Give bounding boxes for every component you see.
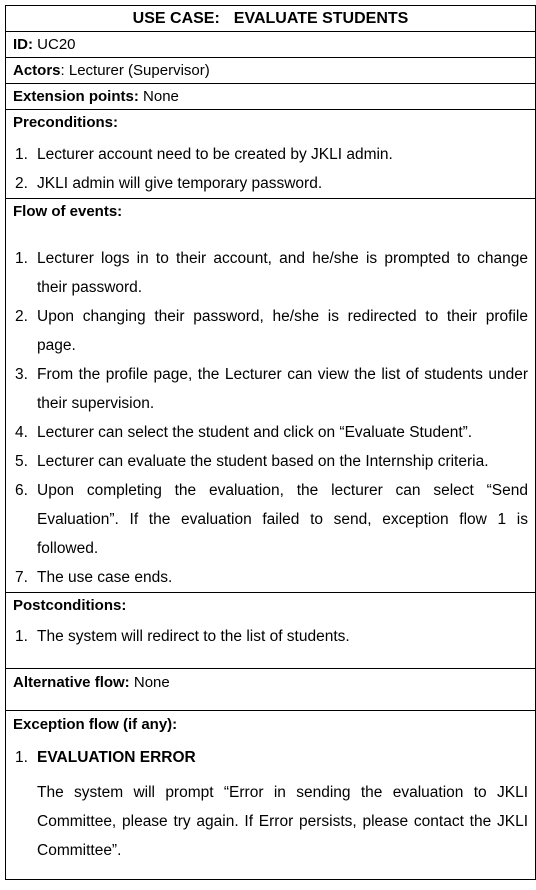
alternative-flow-row [6,669,536,711]
list-item: 1. Lecturer logs in to their account, and he/she is prompted to change their password. [15,250,528,296]
use-case-title [6,6,536,32]
flow-heading: Flow of events: [13,203,123,220]
preconditions-list [13,140,528,198]
postconditions-heading: Postconditions: [13,597,127,614]
id-row: ID: UC20 [6,32,536,58]
list-item: 1. EVALUATION ERROR The system will prompt “Error in sending the evaluation to JKLI Committee, please try again. If Error persists, please contact the JKLI Committee”. [13,743,528,865]
flow-of-events-section [6,199,536,593]
title-name: EVALUATE STUDENTS [233,10,409,27]
id-label: ID [13,36,28,53]
extension-points-row [6,84,536,110]
exception-flow-section [6,711,536,880]
id-value: UC20 [37,36,76,53]
actors-row: Actors: Lecturer (Supervisor) [6,58,536,84]
preconditions-heading: Preconditions: [13,114,119,131]
list-item: 2. Upon changing their password, he/she is redirected to their profile page. [15,308,528,354]
list-item: 4. Lecturer can select the student and click on “Evaluate Student”. [15,424,473,441]
list-item: 6. Upon completing the evaluation, the lecturer can select “Send Evaluation”. If the evaluation failed to send, exception flow 1 is followed. [15,482,528,557]
exception-list [13,743,528,865]
list-item: 1. The system will redirect to the list of students. [15,628,350,645]
actors-value: Lecturer (Supervisor) [68,62,210,79]
list-item: 3. From the profile page, the Lecturer can view the list of students under their supervision. [15,366,528,412]
extension-points-label: Extension points: [13,88,139,105]
alternative-flow-value: None [133,674,170,691]
extension-points-value: None [143,88,179,105]
use-case-table [5,5,536,880]
list-item: 7. The use case ends. [15,569,173,586]
title-prefix: USE CASE: [132,10,220,27]
exception-title: EVALUATION ERROR [37,749,196,766]
postconditions-section [6,593,536,669]
exception-body: The system will prompt “Error in sending the evaluation to JKLI Committee, please try again. If Error persists, please contact the JKLI Committee”. [37,784,528,859]
actors-label: Actors [13,62,61,79]
list-item: 5. Lecturer can evaluate the student based on the Internship criteria. [15,453,489,470]
alternative-flow-label: Alternative flow: [13,674,130,691]
flow-list [13,244,528,592]
list-item: 1. Lecturer account need to be created by JKLI admin. [15,146,393,163]
list-item: 2. JKLI admin will give temporary password. [15,175,323,192]
postconditions-list [13,622,528,651]
preconditions-section [6,110,536,199]
exception-heading: Exception flow (if any): [13,716,178,733]
